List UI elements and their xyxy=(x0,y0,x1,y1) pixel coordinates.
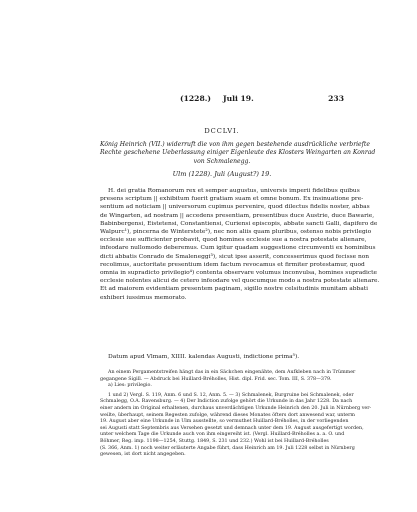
datum-line: Datum apud Vlmam, XIIII. kalendas Augusti, indictione prima⁵). xyxy=(108,354,300,360)
running-header xyxy=(100,94,344,106)
footnote-line: 1 und 2) Vergl. S. 119, Anm. 6 und S. 12, Anm. 5. — 3) Schmalenek, Burgruine bei Schmalenek, oder xyxy=(108,392,354,398)
place-date-line: Ulm (1228). Juli (August?) 19. xyxy=(172,170,272,178)
footnote-line: Schmalegg, O.A. Ravensburg. — 4) Der Indiction zufolge gehört die Urkunde in das Jahr 1228. Da nach xyxy=(100,399,353,405)
text-line: exhiberi iussimus memorato. xyxy=(100,294,187,301)
rubric-line: von Schmalenegg. xyxy=(193,157,251,165)
footnote-line: (S. 366, Anm. 1) noch weiter erläuterte Angabe führt, dass Heinrich am 19. Juli 1228 selbst in Nürnberg xyxy=(100,445,355,451)
charter-text xyxy=(100,187,380,302)
text-line: sentium ad noticiam || universorum cupimus pervenire, quod dilectus fidelis noster, abbas xyxy=(100,204,370,211)
variant-note: a) Lies: privilegio. xyxy=(108,383,152,389)
rubric-line: König Heinrich (VII.) widerruft die von ihm gegen bestehende ausdrückliche verbriefte xyxy=(100,141,370,148)
text-line: Et ad maiorem evidentiam presentem paginam, sigillo nostre celsitudinis munitam abbati xyxy=(100,286,369,293)
text-line: presens scriptum || exhibitum fuerit gratiam suam et omne bonum. Ex insinuatione pre- xyxy=(100,196,364,203)
document-rubric xyxy=(100,141,376,166)
footnote-line: 19. August aber eine Urkunde in Ulm ausstellte, so vermuthet Huillard-Bréholles, in der vorliegenden xyxy=(100,419,349,425)
footnote-line: gewesen, ist dort nicht angegeben. xyxy=(100,452,186,458)
source-note-line: gegangene Sigill. — Abdruck bei Huillard-Bréholles, Hist. dipl. Frid. sec. Tom. III, S. 378—379. xyxy=(100,376,332,382)
apparatus-notes xyxy=(100,370,372,459)
text-line: dicti abbatis Conrado de Smaleneggi³), sicut ipse asserit, concesserimus quod fecisse non xyxy=(100,253,370,260)
text-line: ecclesie sue sufficienter probavit, quod homines ecclesie sue a nostra potestate alienare, xyxy=(100,237,367,244)
text-line: ecclesie nolentes alicui de cetero infeodare vel quocumque modo a nostra potestate alienare. xyxy=(100,278,380,285)
document-number: DCCLVI. xyxy=(204,127,240,135)
rubric-line: Rechte geschehene Ueberlassung einiger Eigenleute des Klosters Weingarten an Konrad xyxy=(100,149,376,157)
header-year: (1228.) xyxy=(180,94,211,103)
text-line: infeodare nullomodo deberemus. Cum igitur quadam suggestione circumventi ex hominibus xyxy=(100,245,376,252)
text-line: omnia in supradicto privilegio⁴) contenta observare volumus inconvulsa, homines supradicte xyxy=(100,270,378,277)
footnote-line: einer andern im Original erhaltenen, durchaus unverdächtigen Urkunde Heinrich den 20. Juli in Nürnberg ver- xyxy=(100,405,372,411)
page-number: 233 xyxy=(328,94,344,103)
footnote-line: sei Augusti statt Septembris aus Versehen gesetzt und demnach unter dem 19. August ausgefertigt worden, xyxy=(100,425,364,431)
text-line: de Wingarten, ad nostram || accedens presentiam, presentibus duce Austrie, duce Bawarie, xyxy=(100,212,375,219)
text-line: Walpurc¹), pincerna de Winterstete²), nec non aliis quam pluribus, ostenso nobis privilegio xyxy=(100,229,372,236)
text-line: recolimus, auctoritate presentium idem factum revocamus et firmiter protestamur, quod xyxy=(100,261,365,268)
footnote-line: Böhmer, Reg. imp. 1198—1254, Stuttg. 1849, S. 231 und 232.) Wohl ist bei Huillard-Bréholles xyxy=(100,438,329,444)
text-line: H. dei gratia Romanorum rex et semper augustus, universis imperii fidelibus quibus xyxy=(108,188,360,194)
footnote-line: weilte, überhaupt, seinem Regesten zufolge, während dieses Monates öfters dort anwesend war, unterm xyxy=(100,412,355,418)
footnote-line: unter welchem Tage die Urkunde auch von ihm eingereiht ist. (Vergl. Huillard-Bréholles a. a. O. und xyxy=(100,432,345,438)
source-note-line: An einem Pergamentstreifen hängt das in ein Säckchen eingenähte, dem Aufkleben nach in Trümmer xyxy=(108,370,356,375)
text-line: Babinbergensi, Eistetensi, Constantiensi, Curiensi episcopis, abbate sancti Galli, dapifero de xyxy=(100,220,378,227)
header-date: Juli 19. xyxy=(223,94,254,103)
